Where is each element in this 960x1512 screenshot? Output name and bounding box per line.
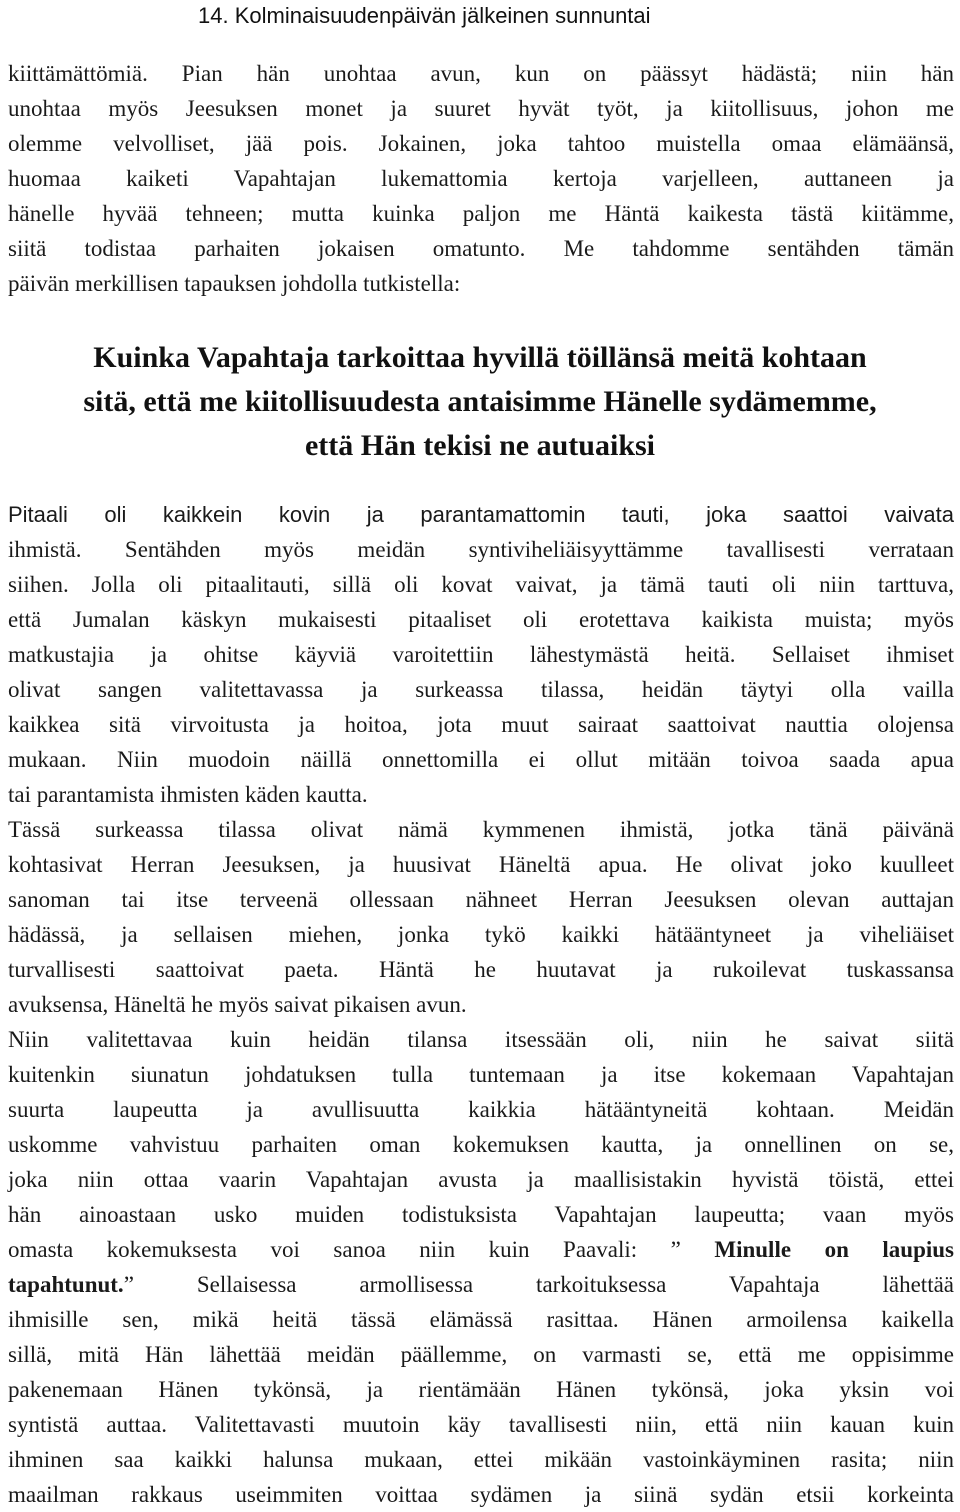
- text-line: kiittämättömiä. Pian hän unohtaa avun, kun on päässyt hädästä; niin hän: [8, 61, 954, 86]
- text-line: hänelle hyvää tehneen; mutta kuinka paljon me Häntä kaikesta tästä kiitämme,: [8, 201, 954, 226]
- text-line: Niin valitettavaa kuin heidän tilansa itsessään oli, niin he saivat siitä: [8, 1027, 954, 1052]
- text-line: pakenemaan Hänen tykönsä, ja rientämään Hänen tykönsä, joka yksin voi: [8, 1377, 954, 1402]
- text-line: joka niin ottaa vaarin Vapahtajan avusta ja maallisistakin hyvistä töistä, ettei: [8, 1167, 954, 1192]
- quote-continuation: ” Sellaisessa armollisessa tarkoituksessa Vapahtaja lähettää: [123, 1272, 954, 1297]
- text-line: hän ainoastaan usko muiden todistuksista Vapahtajan laupeutta; vaan myös: [8, 1202, 954, 1227]
- text-line: huomaa kaiketi Vapahtajan lukemattomia kertoja varjelleen, auttaneen ja: [8, 166, 954, 191]
- text-line: siihen. Jolla oli pitaalitauti, sillä oli kovat vaivat, ja tämä tauti oli niin tarttuva,: [8, 572, 954, 597]
- text-line: Pitaali oli kaikkein kovin ja parantamattomin tauti, joka saattoi vaivata: [8, 502, 954, 527]
- heading-line: Kuinka Vapahtaja tarkoittaa hyvillä töillänsä meitä kohtaan: [93, 341, 867, 374]
- text-line: olivat sangen valitettavassa ja surkeassa tilassa, heidän täytyi olla vailla: [8, 677, 954, 702]
- text-line: että Jumalan käskyn mukaisesti pitaaliset oli erotettava kaikista muista; myös: [8, 607, 954, 632]
- text-line: sillä, mitä Hän lähettää meidän päällemme, on varmasti se, että me oppisimme: [8, 1342, 954, 1367]
- text-line: hädässä, ja sellaisen miehen, jonka tykö kaikki hätääntyneet ja viheliäiset: [8, 922, 954, 947]
- text-line: sanoman tai itse terveenä ollessaan nähneet Herran Jeesuksen olevan auttajan: [8, 887, 954, 912]
- text-line: ihmistä. Sentähden myös meidän syntiviheliäisyyttämme tavallisesti verrataan: [8, 537, 954, 562]
- text-line: mukaan. Niin muodoin näillä onnettomilla ei ollut mitään toivoa saada apua: [8, 747, 954, 772]
- text-line: kuitenkin siunatun johdatuksen tulla tuntemaan ja itse kokemaan Vapahtajan: [8, 1062, 954, 1087]
- body-text: [8, 497, 954, 1512]
- text-line: olemme velvolliset, jää pois. Jokainen, joka tahtoo muistella omaa elämäänsä,: [8, 131, 954, 156]
- text-line: päivän merkillisen tapauksen johdolla tutkistella:: [8, 271, 461, 296]
- quote-bold: Minulle on laupius: [714, 1237, 954, 1262]
- text-line: ihminen saa kaikki halunsa mukaan, ettei mikään vastoinkäyminen rasita; niin: [8, 1447, 954, 1472]
- heading-line: sitä, että me kiitollisuudesta antaisimme Hänelle sydämemme,: [83, 385, 877, 418]
- quote-intro: omasta kokemuksesta voi sanoa niin kuin Paavali: ”: [8, 1237, 715, 1262]
- text-line: matkustajia ja ohitse käyviä varoitettiin lähestymästä heitä. Sellaiset ihmiset: [8, 642, 954, 667]
- text-line: uskomme vahvistuu parhaiten oman kokemuksen kautta, ja onnellinen on se,: [8, 1132, 954, 1157]
- text-line: Tässä surkeassa tilassa olivat nämä kymmenen ihmistä, jotka tänä päivänä: [8, 817, 954, 842]
- text-line: suurta laupeutta ja avullisuutta kaikkia hätääntyneitä kohtaan. Meidän: [8, 1097, 954, 1122]
- text-line: tai parantamista ihmisten käden kautta.: [8, 782, 368, 807]
- text-line: kohtasivat Herran Jeesuksen, ja huusivat Häneltä apua. He olivat joko kuulleet: [8, 852, 954, 877]
- heading-line: että Hän tekisi ne autuaiksi: [304, 429, 656, 462]
- quote-bold-end: tapahtunut.: [8, 1272, 124, 1297]
- text-line: syntistä auttaa. Valitettavasti muutoin käy tavallisesti niin, että niin kauan kuin: [8, 1412, 954, 1437]
- text-line: ihmisille sen, mikä heitä tässä elämässä rasittaa. Hänen armoilensa kaikella: [8, 1307, 954, 1332]
- quote-line: [8, 1232, 954, 1267]
- text-line: siitä todistaa parhaiten jokaisen omatunto. Me tahdomme sentähden tämän: [8, 236, 954, 261]
- page-header: 14. Kolminaisuudenpäivän jälkeinen sunnuntai: [198, 3, 651, 28]
- intro-paragraph: [8, 56, 954, 301]
- text-line: kaikkea sitä virvoitusta ja hoitoa, jota muut sairaat saattoivat nauttia olojensa: [8, 712, 954, 737]
- text-line: turvallisesti saattoivat paeta. Häntä he huutavat ja rukoilevat tuskassansa: [8, 957, 954, 982]
- text-line: unohtaa myös Jeesuksen monet ja suuret hyvät työt, ja kiitollisuus, johon me: [8, 96, 954, 121]
- text-line: avuksensa, Häneltä he myös saivat pikaisen avun.: [8, 992, 467, 1017]
- text-line: maailman rakkaus useimmiten voittaa sydämen ja siinä sydän etsii korkeinta: [8, 1482, 954, 1507]
- quote-line-2: [8, 1267, 954, 1302]
- section-heading: [0, 336, 960, 468]
